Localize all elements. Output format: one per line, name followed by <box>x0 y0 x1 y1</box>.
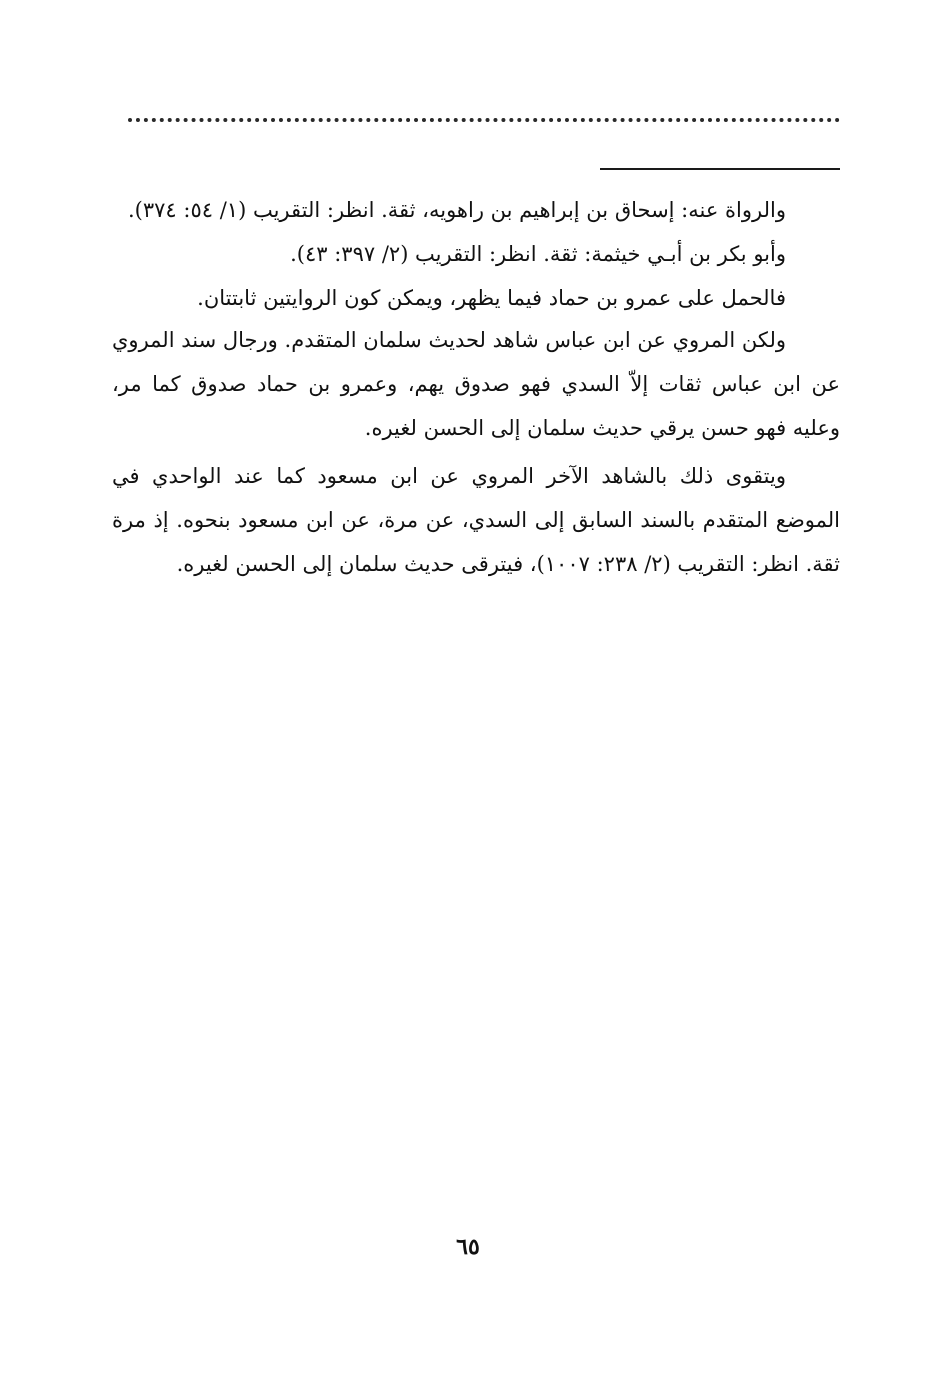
footnote-line-abu-bakr: وأبو بكر بن أبـي خيثمة: ثقة. انظر: التقريب (٢/ ٣٩٧: ٤٣). <box>290 242 786 266</box>
footnote-block <box>112 188 840 320</box>
paragraph-ibn-abbas: ولكن المروي عن ابن عباس شاهد لحديث سلمان المتقدم. ورجال سند المروي عن ابن عباس ثقات إلاّ السدي فهو صدوق يهم، وعمرو بن حماد صدوق كما مر، وعليه فهو حسن يرقي حديث سلمان إلى الحسن لغيره. <box>112 328 840 440</box>
footnote-line-conclusion: فالحمل على عمرو بن حماد فيما يظهر، ويمكن كون الروايتين ثابتتان. <box>197 286 786 310</box>
footnote-rule <box>600 168 840 170</box>
paragraph-ibn-masud: ويتقوى ذلك بالشاهد الآخر المروي عن ابن مسعود كما عند الواحدي في الموضع المتقدم بالسند السابق إلى السدي، عن مرة، عن ابن مسعود بنحوه. إذ مرة ثقة. انظر: التقريب (٢/ ٢٣٨: ١٠٠٧)، فيترقى حديث سلمان إلى الحسن لغيره. <box>112 464 840 576</box>
body-text <box>112 318 840 590</box>
page-number: ٦٥ <box>456 1234 480 1260</box>
dotted-separator <box>128 118 840 122</box>
footnote-line-narrators: والرواة عنه: إسحاق بن إبراهيم بن راهويه، ثقة. انظر: التقريب (١/ ٥٤: ٣٧٤). <box>127 198 786 222</box>
